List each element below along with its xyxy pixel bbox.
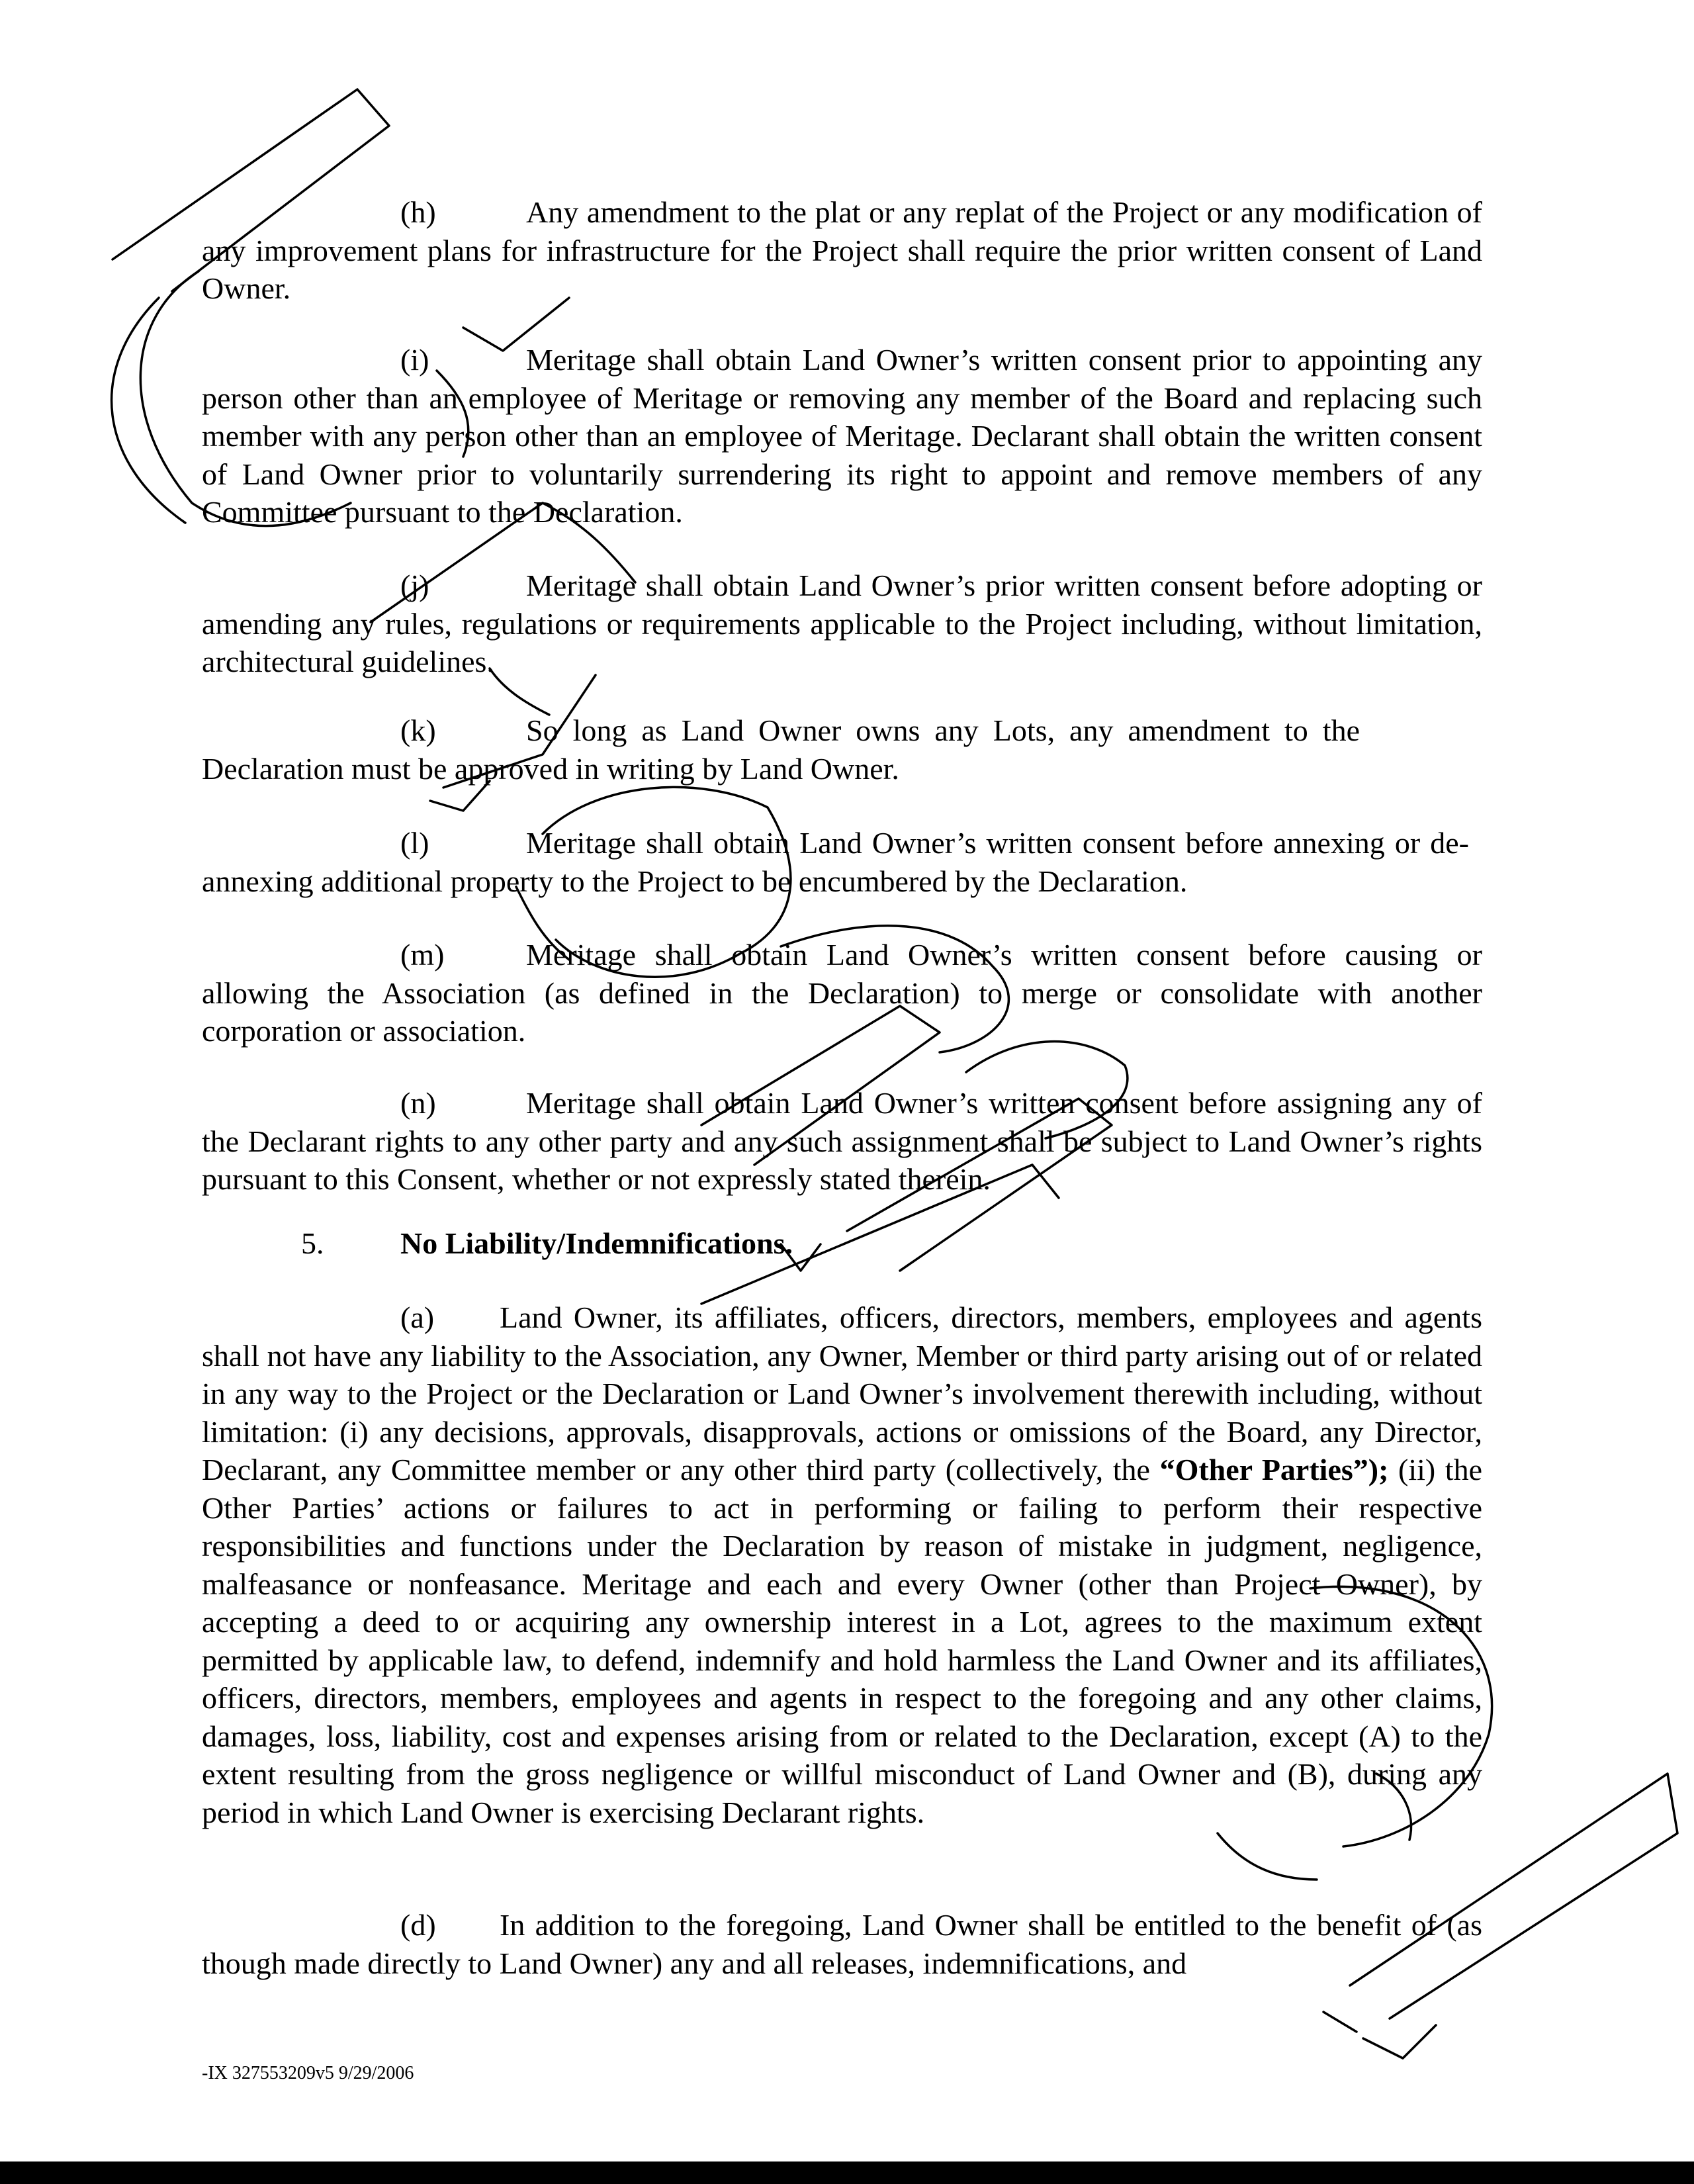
- paragraph-d: [202, 1906, 1482, 1982]
- paragraph-i-text: Meritage shall obtain Land Owner’s written consent prior to appointing any person other than an employee of Meritage or removing any member of the Board and replacing such member with any person other than an employee of Meritage. Declarant shall obtain the written consent of Land Owner prior to voluntarily surrendering its right to appoint and remove members of any Committee pursuant to the Declaration.: [202, 343, 1482, 529]
- section-5-heading: [301, 1224, 793, 1263]
- paragraph-l: [202, 824, 1469, 900]
- paragraph-a: [202, 1298, 1482, 1831]
- paragraph-a-text-after: (ii) the Other Parties’ actions or failures to act in performing or failing to perform their respective responsibilities and functions under the Declaration by reason of mistake in judgment, negligence, malfeasance or nonfeasance. Meritage and each and every Owner (other than Project Owner), by accepting a deed to or acquiring any ownership interest in a Lot, agrees to the maximum extent permitted by applicable law, to defend, indemnify and hold harmless the Land Owner and its affiliates, officers, directors, members, employees and agents in respect to the foregoing and any other claims, damages, loss, liability, cost and expenses arising from or related to the Declaration, except (A) to the extent resulting from the gross negligence or willful misconduct of Land Owner and (B), during any period in which Land Owner is exercising Declarant rights.: [202, 1453, 1482, 1829]
- paragraph-n-text: Meritage shall obtain Land Owner’s written consent before assigning any of the Declarant rights to any other party and any such assignment shall be subject to Land Owner’s rights pursuant to this Consent, whether or not expressly stated therein.: [202, 1086, 1482, 1196]
- paragraph-a-text-before: Land Owner, its affiliates, officers, directors, members, employees and agents shall not have any liability to the Association, any Owner, Member or third party arising out of or related in any way to the Project or the Declaration or Land Owner’s involvement therewith including, without limitation: (i) any decisions, approvals, disapprovals, actions or omissions of the Board, any Director, Declarant, any Committee member or any other third party (collectively, the: [202, 1300, 1482, 1486]
- paragraph-h-label: (h): [400, 195, 436, 229]
- paragraph-n-label: (n): [400, 1086, 436, 1120]
- section-5-number: 5.: [301, 1226, 324, 1260]
- paragraph-j-text: Meritage shall obtain Land Owner’s prior written consent before adopting or amending any rules, regulations or requirements applicable to the Project including, without limitation, architectural guidelines.: [202, 569, 1482, 678]
- paragraph-l-text: Meritage shall obtain Land Owner’s written consent before annexing or de-annexing additional property to the Project to be encumbered by the Declaration.: [202, 826, 1469, 898]
- paragraph-h-text: Any amendment to the plat or any replat of the Project or any modification of any improvement plans for infrastructure for the Project shall require the prior written consent of Land Owner.: [202, 195, 1482, 305]
- paragraph-m: [202, 936, 1482, 1050]
- footer-doc-id: -IX 327553209v5 9/29/2006: [202, 2063, 414, 2083]
- section-5-title: No Liability/Indemnifications.: [400, 1226, 793, 1260]
- paragraph-i: [202, 341, 1482, 531]
- paragraph-m-label: (m): [400, 938, 445, 972]
- paragraph-i-label: (i): [400, 343, 429, 377]
- paragraph-l-label: (l): [400, 826, 429, 860]
- paragraph-k-label: (k): [400, 713, 436, 747]
- paragraph-j: [202, 567, 1482, 681]
- paragraph-d-text: In addition to the foregoing, Land Owner shall be entitled to the benefit of (as though made directly to Land Owner) any and all releases, indemnifications, and: [202, 1908, 1482, 1980]
- paragraph-m-text: Meritage shall obtain Land Owner’s written consent before causing or allowing the Association (as defined in the Declaration) to merge or consolidate with another corporation or association.: [202, 938, 1482, 1048]
- paragraph-a-label: (a): [400, 1300, 435, 1334]
- paragraph-j-label: (j): [400, 569, 429, 602]
- paragraph-k-text: So long as Land Owner owns any Lots, any amendment to the Declaration must be approved in writing by Land Owner.: [202, 713, 1360, 786]
- paragraph-h: [202, 193, 1482, 308]
- scan-bottom-edge: [0, 2161, 1694, 2184]
- other-parties-defined-term: “Other Parties”);: [1159, 1453, 1389, 1486]
- paragraph-n: [202, 1084, 1482, 1199]
- paragraph-k: [202, 711, 1360, 788]
- paragraph-d-label: (d): [400, 1908, 436, 1942]
